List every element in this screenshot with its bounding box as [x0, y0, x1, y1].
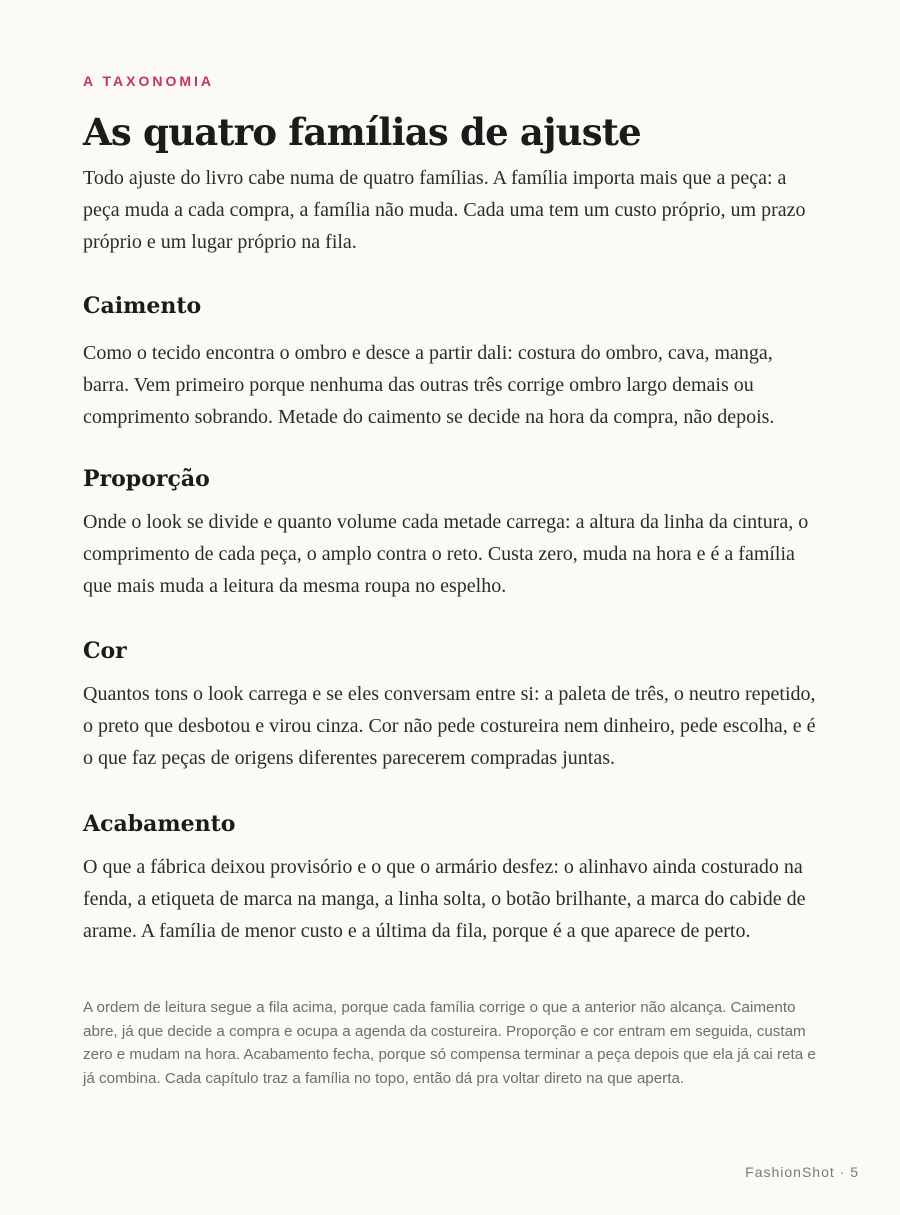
section-eyebrow: A TAXONOMIA: [83, 73, 214, 89]
section-title-acabamento: Acabamento: [83, 811, 236, 837]
section-body-cor: Quantos tons o look carrega e se eles conversam entre si: a paleta de três, o neutro repetido, o preto que desbotou e virou cinza. Cor não pede costureira nem dinheiro, pede escolha, e é o que faz peças de origens diferentes parecerem compradas juntas.: [83, 683, 816, 769]
section-title-caimento: Caimento: [83, 293, 202, 319]
section-title-proporcao: Proporção: [83, 466, 210, 492]
section-body-proporcao: Onde o look se divide e quanto volume cada metade carrega: a altura da linha da cintura, o comprimento de cada peça, o amplo contra o reto. Custa zero, muda na hora e é a família que mais muda a leitura da mesma roupa no espelho.: [83, 511, 809, 597]
intro-paragraph: Todo ajuste do livro cabe numa de quatro famílias. A família importa mais que a peça: a peça muda a cada compra, a família não muda. Cada uma tem um custo próprio, um prazo próprio e um lugar próprio na fila.: [83, 167, 806, 253]
section-body-caimento: Como o tecido encontra o ombro e desce a partir dali: costura do ombro, cava, manga, barra. Vem primeiro porque nenhuma das outras três corrige ombro largo demais ou comprimento sobrando. Metade do caimento se decide na hora da compra, não depois.: [83, 342, 775, 428]
page-footer: FashionShot · 5: [745, 1164, 859, 1180]
section-title-cor: Cor: [83, 638, 127, 664]
reading-order-note: A ordem de leitura segue a fila acima, porque cada família corrige o que a anterior não alcança. Caimento abre, já que decide a compra e ocupa a agenda da costureira. Proporção e cor entram em seguida, custam zero e mudam na hora. Acabamento fecha, porque só compensa terminar a peça depois que ela já cai reta e já combina. Cada capítulo traz a família no topo, então dá pra voltar direto na que aperta.: [83, 999, 816, 1087]
page-title: As quatro famílias de ajuste: [83, 110, 641, 154]
section-body-acabamento: O que a fábrica deixou provisório e o que o armário desfez: o alinhavo ainda costurado na fenda, a etiqueta de marca na manga, a linha solta, o botão brilhante, a marca do cabide de arame. A família de menor custo e a última da fila, porque é a que aparece de perto.: [83, 856, 806, 942]
